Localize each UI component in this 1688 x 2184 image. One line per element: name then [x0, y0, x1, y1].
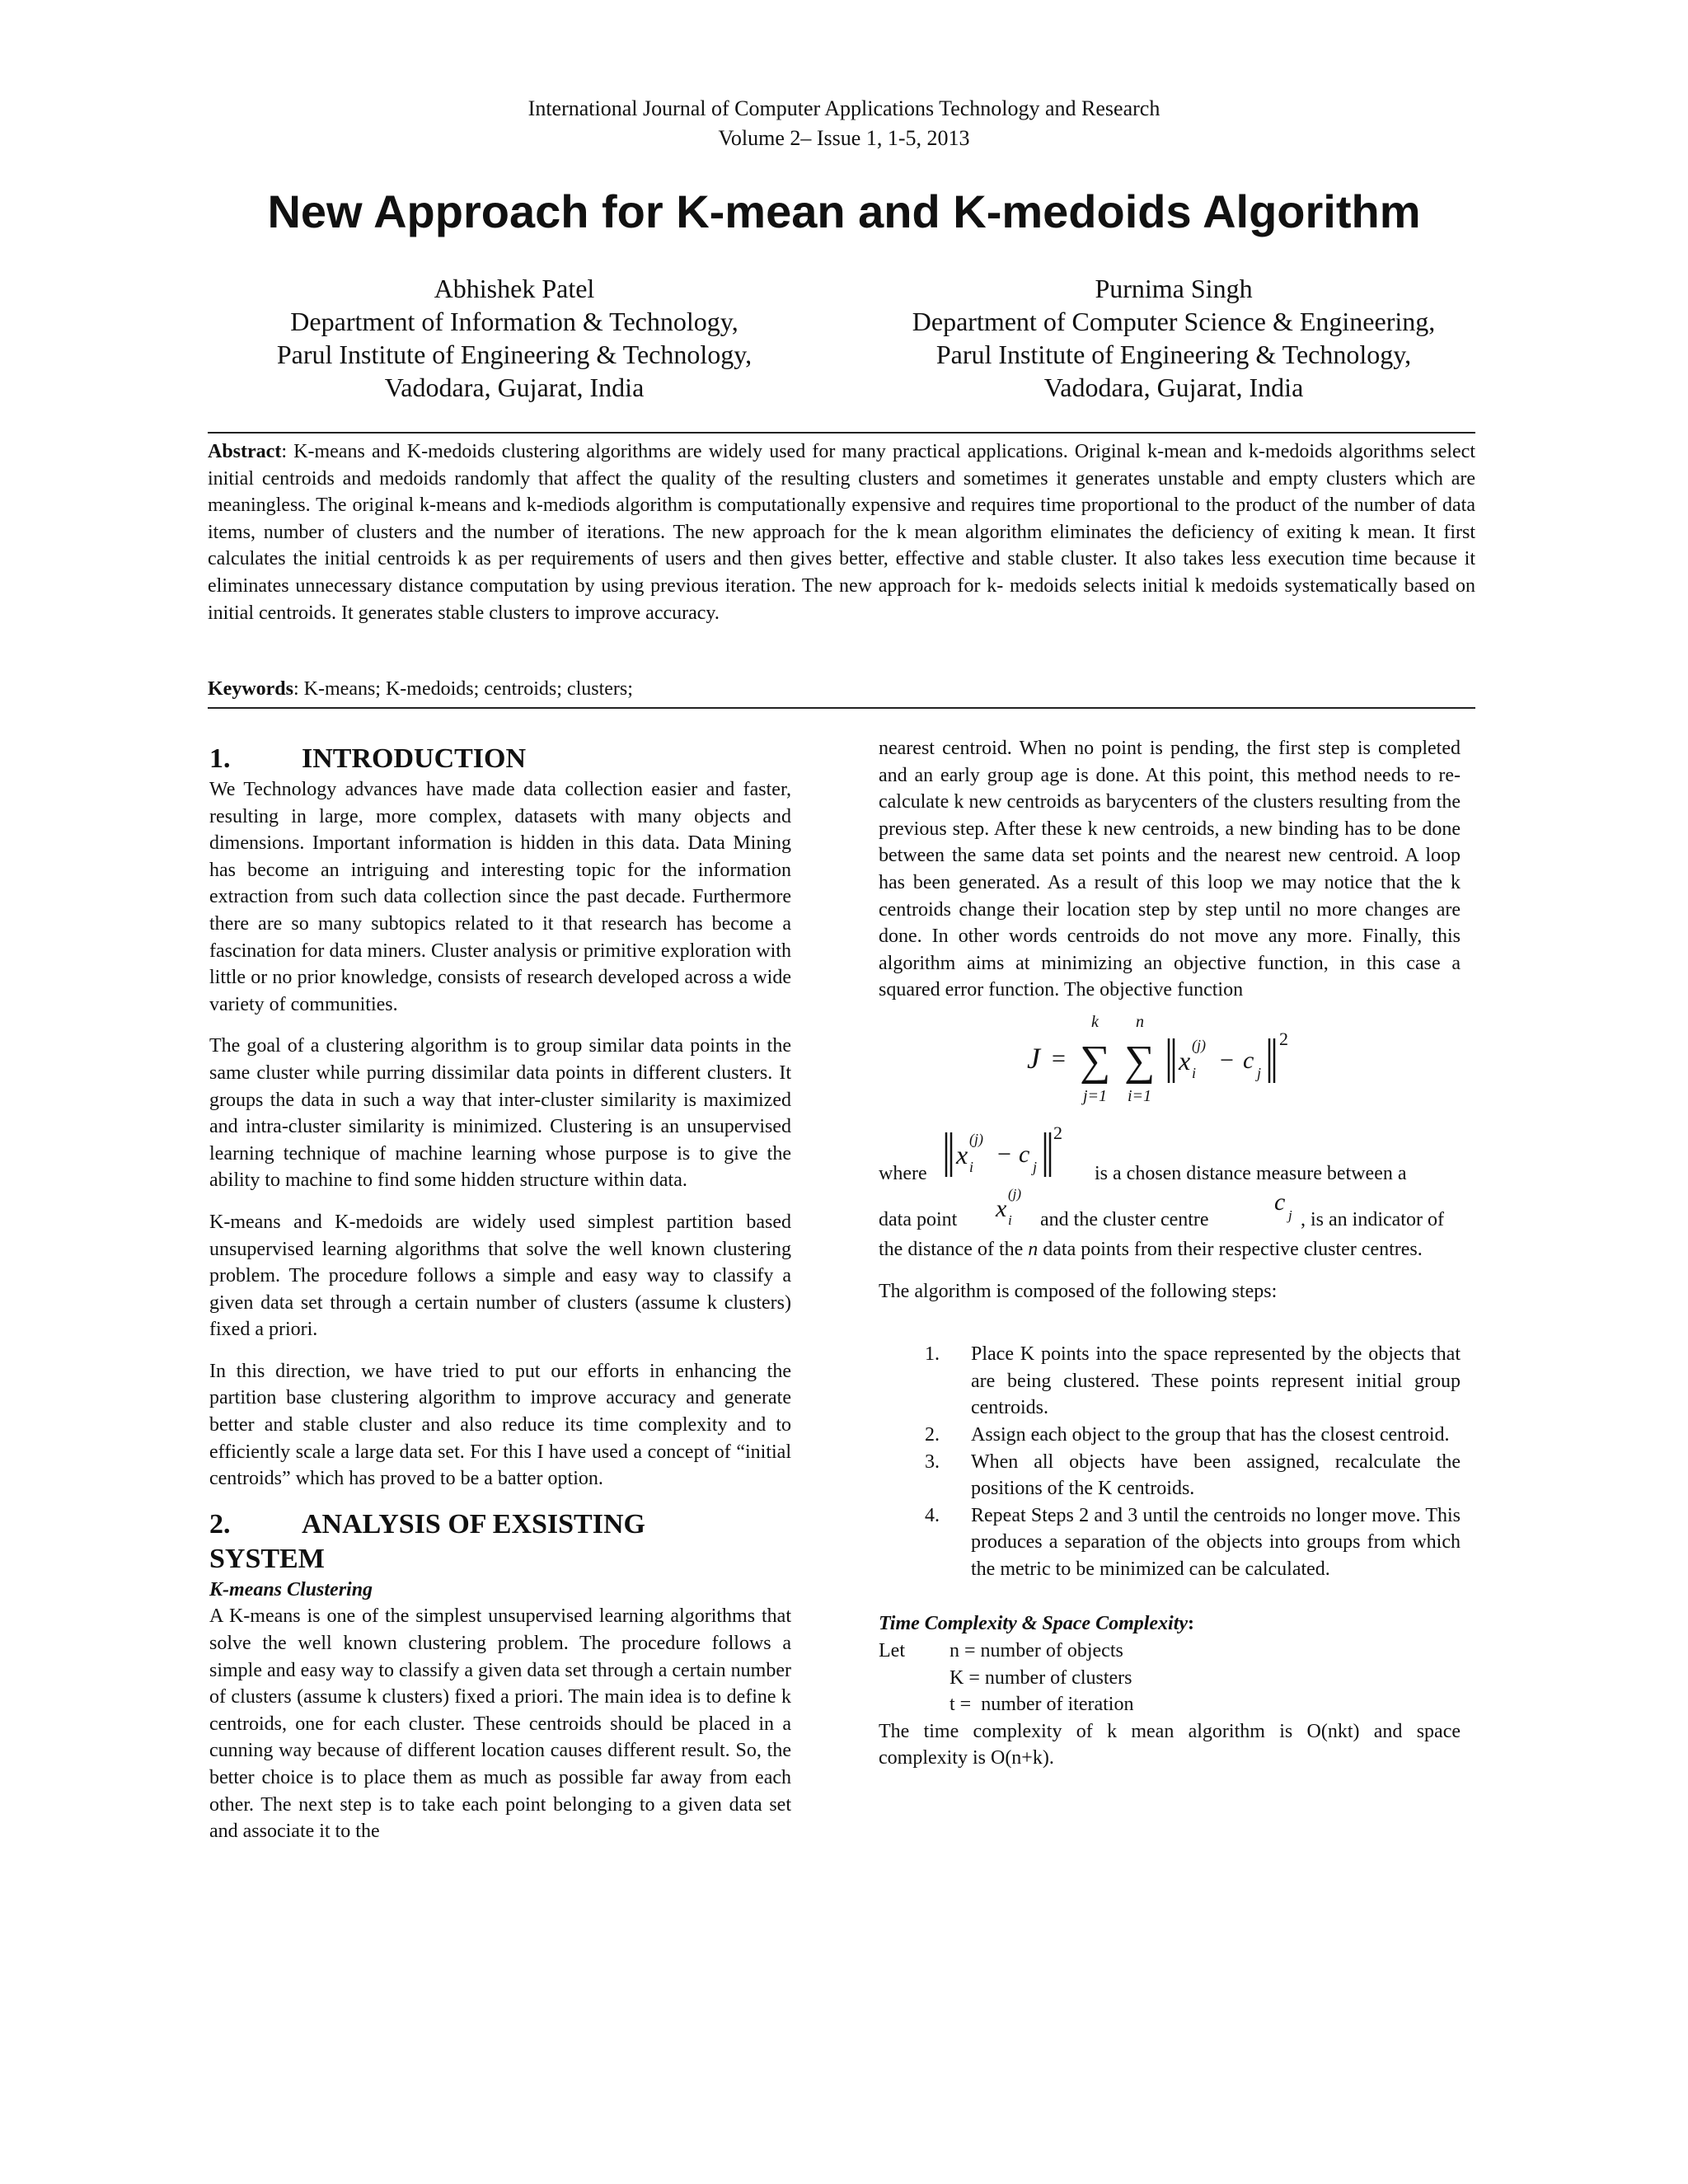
indicator-text: , is an indicator of — [1301, 1208, 1444, 1230]
eq-minus: − — [1220, 1046, 1234, 1074]
svg-text:c: c — [1274, 1188, 1286, 1216]
paper-title: New Approach for K-mean and K-medoids Algorithm — [267, 185, 1421, 237]
distance-text-a: the distance of the — [879, 1238, 1024, 1260]
objective-function-equation — [879, 1004, 1461, 1119]
complexity-heading: Time Complexity & Space Complexity: — [879, 1613, 1195, 1635]
complexity-heading-text: Time Complexity & Space Complexity — [879, 1613, 1189, 1635]
intro-paragraph-4: In this direction, we have tried to put our efforts in enhancing the partition base clustering algorithm to improve accuracy and generate better and stable cluster and also reduce its time complexity and to efficiently scale a large data set. For this I have used a concept of “initial centroids” which has proved to be a batter option. — [209, 1360, 791, 1490]
svg-text:c: c — [1019, 1140, 1030, 1168]
abstract-label: Abstract — [208, 441, 282, 462]
section-number: 2. — [209, 1508, 231, 1540]
eq-x-sup: (j) — [1192, 1036, 1206, 1053]
kmeans-paragraph-continued: nearest centroid. When no point is pending, the first step is completed and an early group age is done. At this point, this method needs to re-calculate k new centroids as barycenters of the clusters resulting from the previous step. After these k new centroids, a new binding has to be done between the same data set points and the nearest new centroid. A loop has been generated. As a result of this loop we may notice that the k centroids change their location step by step until no more changes are done. In other words centroids do not move any more. Finally, this algorithm aims at minimizing an objective function, in this case a squared error function. The objective function — [879, 738, 1461, 1001]
author-block-1 — [160, 272, 869, 404]
def-t: t = number of iteration — [950, 1694, 1134, 1716]
svg-text:−: − — [997, 1140, 1011, 1168]
eq-x: x — [1179, 1045, 1191, 1076]
section-heading-introduction — [209, 742, 791, 776]
eq-inner-bottom: i=1 — [1128, 1086, 1152, 1105]
list-item: 4. Repeat Steps 2 and 3 until the centroids no longer move. This produces a separation of the objects into groups from which the metric to be minimized can be calculated. — [925, 1504, 1461, 1580]
section-heading-analysis — [209, 1507, 791, 1577]
author-department: Department of Information & Technology, — [290, 307, 738, 336]
left-column — [209, 742, 791, 1845]
eq-c-sub: j — [1257, 1064, 1262, 1081]
journal-volume: Volume 2– Issue 1, 1-5, 2013 — [718, 126, 970, 150]
eq-power: 2 — [1279, 1028, 1288, 1049]
author-location: Vadodara, Gujarat, India — [1043, 373, 1304, 402]
section-title: ANALYSIS OF EXSISTING — [302, 1508, 645, 1540]
svg-text:(j): (j) — [1008, 1186, 1022, 1202]
let-row — [879, 1638, 1461, 1665]
svg-text:j: j — [1033, 1158, 1038, 1175]
distance-text-b: data points from their respective cluster centres. — [1043, 1238, 1423, 1260]
steps-intro: The algorithm is composed of the following steps: — [879, 1280, 1278, 1302]
eq-outer-bottom: j=1 — [1083, 1086, 1108, 1105]
intro-paragraph-1: We Technology advances have made data collection easier and faster, resulting in large, more complex, datasets with many objects and dimensions. Important information is hidden in this data. Data Mining has become an intriguing and interesting topic for the information extraction from such data collection since the past decade. Furthermore there are so many subtopics related to it that research has become a fascination for data miners. Cluster analysis or primitive exploration with little or no prior knowledge, consists of research developed across a wide variety of communities. — [209, 779, 791, 1015]
author-location: Vadodara, Gujarat, India — [384, 373, 645, 402]
distance-paragraph — [879, 1236, 1461, 1263]
svg-text:i: i — [1008, 1212, 1012, 1228]
distance-term-graphic — [943, 1122, 1067, 1187]
kmeans-paragraph: A K-means is one of the simplest unsupervised learning algorithms that solve the well known clustering problem. The procedure follows a simple and easy way to classify a given data set through a certain number of clusters (assume k clusters) fixed a priori. The main idea is to define k centroids, one for each cluster. These centroids should be placed in a cunning way because of different location causes different result. So, the better choice is to place them as much as possible far away from each other. The next step is to take each point belonging to a given data set and associate it to the — [209, 1605, 791, 1843]
right-column — [879, 735, 1461, 1772]
eq-inner-top: n — [1136, 1012, 1144, 1031]
abstract — [208, 438, 1475, 626]
keywords-text: : K-means; K-medoids; centroids; clusters; — [293, 678, 633, 700]
svg-text:i: i — [969, 1158, 974, 1175]
complexity-summary: The time complexity of k mean algorithm is O(nkt) and space complexity is O(n+k). — [879, 1720, 1461, 1769]
algorithm-steps-list — [879, 1341, 1461, 1582]
eq-outer-top: k — [1091, 1012, 1099, 1031]
svg-text:∑: ∑ — [1124, 1037, 1156, 1085]
author-department: Department of Computer Science & Engineering, — [912, 307, 1436, 336]
data-point-text: data point — [879, 1208, 958, 1230]
cluster-centre-text: and the cluster centre — [1040, 1208, 1209, 1230]
keywords — [208, 676, 1475, 702]
data-point-line — [879, 1186, 1461, 1236]
intro-paragraph-3: K-means and K-medoids are widely used simplest partition based unsupervised learning algorithms that solve the well known clustering problem. The procedure follows a simple and easy way to classify a given data set through a certain number of clusters (assume k clusters) fixed a priori. — [209, 1211, 791, 1341]
subsection-heading: K-means Clustering — [209, 1578, 373, 1601]
equation-graphic — [1027, 1009, 1307, 1116]
journal-name: International Journal of Computer Applications Technology and Research — [528, 96, 1160, 120]
svg-text:x: x — [996, 1194, 1007, 1222]
data-point-symbol — [994, 1187, 1027, 1233]
section-title-continued: SYSTEM — [209, 1543, 325, 1574]
intro-paragraph-2: The goal of a clustering algorithm is to group similar data points in the same cluster while purring dissimilar data points in different clusters. It groups the data in such a way that inter-cluster similarity is maximized and intra-cluster similarity is minimized. Clustering is an unsupervised learning technique of machine learning whose purpose is to give the ability to machine to find some hidden structure within data. — [209, 1035, 791, 1192]
svg-text:j: j — [1288, 1207, 1292, 1223]
abstract-text: : K-means and K-medoids clustering algorithms are widely used for many practical applications. Original k-mean and k-medoids algorithms select initial centroids and medoids randomly that affect the quality of the resulting clusters and sometimes it generates unstable and empty clusters which are meaningless. The original k-means and k-mediods algorithm is computationally expensive and requires time proportional to the product of the number of data items, number of clusters and the number of iterations. The new approach for the k mean algorithm eliminates the deficiency of exiting k mean. It first calculates the initial centroids k as per requirements of users and then gives better, effective and stable cluster. It also takes less execution time because it eliminates unnecessary distance computation by using previous iteration. The new approach for k- medoids selects initial k medoids systematically based on initial centroids. It generates stable clusters to improve accuracy. — [208, 441, 1475, 624]
def-k: K = number of clusters — [950, 1666, 1132, 1689]
section-title: INTRODUCTION — [302, 743, 527, 774]
eq-x-sub: i — [1192, 1064, 1197, 1081]
svg-text:∑: ∑ — [1080, 1037, 1111, 1085]
section-number: 1. — [209, 743, 231, 774]
list-item: 2. Assign each object to the group that has the closest centroid. — [925, 1423, 1450, 1446]
svg-text:2: 2 — [1053, 1122, 1062, 1143]
cluster-centre-symbol — [1273, 1187, 1302, 1228]
def-k-row — [879, 1665, 1461, 1692]
svg-text:(j): (j) — [969, 1130, 983, 1147]
where-line — [879, 1119, 1461, 1202]
where-description: is a chosen distance measure between a — [1095, 1162, 1407, 1184]
svg-text:x: x — [956, 1139, 968, 1169]
author-institute: Parul Institute of Engineering & Technology, — [935, 340, 1412, 369]
author-block-2 — [819, 272, 1528, 404]
list-item: 3. When all objects have been assigned, recalculate the positions of the K centroids. — [925, 1451, 1461, 1500]
def-n: n = number of objects — [950, 1640, 1123, 1662]
list-item: 1. Place K points into the space represented by the objects that are being clustered. These points represent initial group centroids. — [925, 1343, 1461, 1419]
eq-lhs: J — [1027, 1041, 1040, 1075]
where-word: where — [879, 1162, 927, 1184]
author-institute: Parul Institute of Engineering & Technology, — [276, 340, 753, 369]
svg-text:=: = — [1052, 1044, 1066, 1072]
divider-bottom — [208, 707, 1475, 709]
let-word: Let — [879, 1640, 905, 1662]
italic-n: n — [1028, 1238, 1039, 1260]
def-t-row — [879, 1691, 1461, 1718]
keywords-label: Keywords — [208, 678, 293, 700]
author-name: Purnima Singh — [1095, 274, 1253, 303]
author-name: Abhishek Patel — [434, 274, 595, 303]
divider-top — [208, 432, 1475, 434]
eq-c: c — [1243, 1046, 1254, 1074]
